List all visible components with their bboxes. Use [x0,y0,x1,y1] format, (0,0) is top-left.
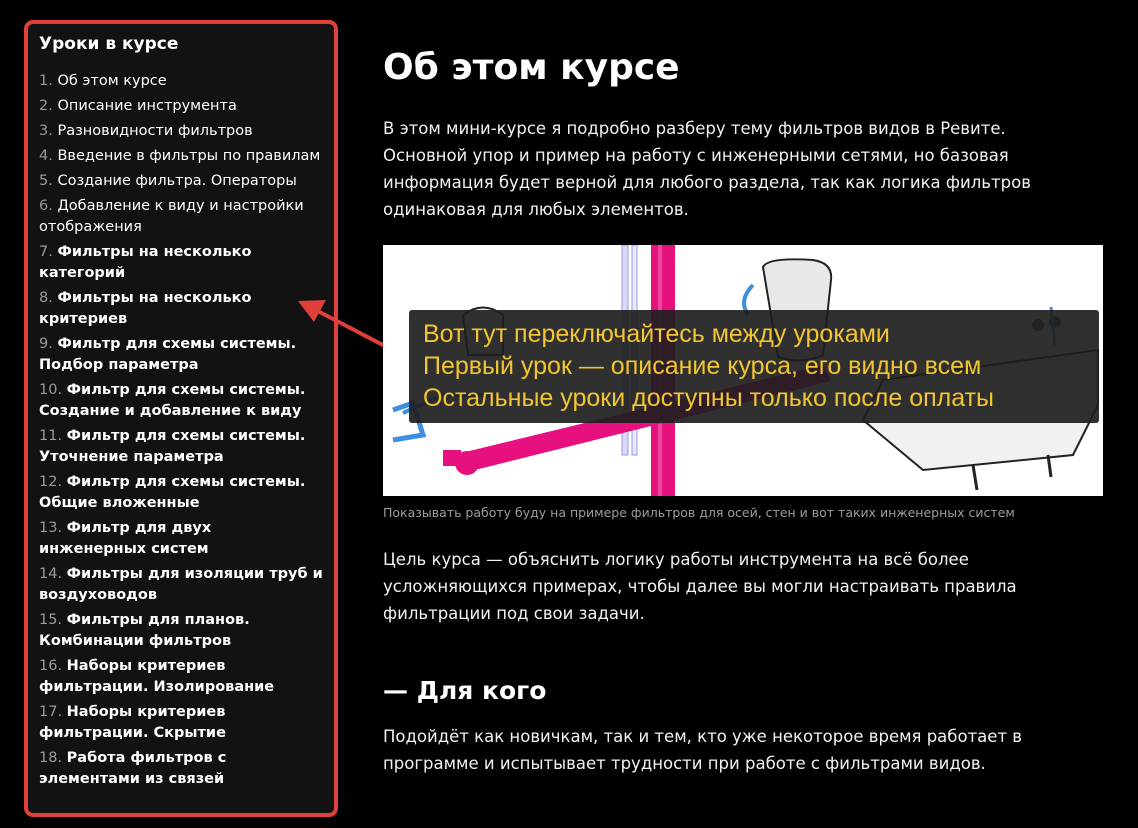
lesson-number: 10. [39,382,63,398]
lesson-number: 14. [39,566,63,582]
goal-paragraph: Цель курса — объяснить логику работы инструмента на всё более усложняющихся примерах, чтобы далее вы могли настраивать правила фильтрации под свои задачи. [383,550,1017,623]
lesson-title: Добавление к виду и настройки отображения [39,198,304,235]
lesson-title: Фильтр для схемы системы. Уточнение параметра [39,428,306,465]
lesson-number: 16. [39,658,63,674]
page-title: Об этом курсе [383,47,680,88]
overlay-line-1: Вот тут переключайтесь между уроками [423,320,890,348]
lesson-item-5[interactable] [39,171,323,192]
figure-caption: Показывать работу буду на примере фильтров для осей, стен и вот таких инженерных систем [383,505,1015,520]
lesson-number: 3. [39,123,53,139]
lesson-title: Фильтры для планов. Комбинации фильтров [39,612,250,649]
lesson-item-15[interactable] [39,610,323,652]
lesson-title: Наборы критериев фильтрации. Скрытие [39,704,226,741]
lesson-item-14[interactable] [39,564,323,606]
lesson-item-16[interactable] [39,656,323,698]
lesson-item-2[interactable] [39,96,323,117]
section-heading-audience: — Для кого [383,676,547,705]
lesson-title: Об этом курсе [57,73,167,89]
lesson-number: 9. [39,336,53,352]
lesson-item-10[interactable] [39,380,323,422]
lesson-title: Фильтр для двух инженерных систем [39,520,212,557]
lesson-title: Фильтры для изоляции труб и воздуховодов [39,566,323,603]
lesson-number: 11. [39,428,63,444]
lesson-title: Фильтр для схемы системы. Создание и добавление к виду [39,382,306,419]
lesson-item-3[interactable] [39,121,323,142]
lesson-title: Разновидности фильтров [57,123,253,139]
lesson-list [39,71,323,790]
lesson-number: 13. [39,520,63,536]
lesson-item-12[interactable] [39,472,323,514]
lesson-number: 17. [39,704,63,720]
lesson-title: Фильтры на несколько критериев [39,290,252,327]
lesson-title: Фильтр для схемы системы. Подбор параметра [39,336,297,373]
lesson-item-1[interactable] [39,71,323,92]
lesson-item-17[interactable] [39,702,323,744]
lesson-item-6[interactable] [39,196,323,238]
lesson-item-18[interactable] [39,748,323,790]
lesson-number: 1. [39,73,53,89]
lesson-title: Наборы критериев фильтрации. Изолирование [39,658,275,695]
lesson-number: 15. [39,612,63,628]
lesson-title: Фильтр для схемы системы. Общие вложенные [39,474,306,511]
overlay-line-3: Остальные уроки доступны только после оплаты [423,384,994,412]
audience-paragraph: Подойдёт как новичкам, так и тем, кто уже некоторое время работает в программе и испытывает трудности при работе с фильтрами видов. [383,727,1023,773]
lesson-title: Описание инструмента [57,98,237,114]
lesson-title: Введение в фильтры по правилам [57,148,321,164]
lesson-item-7[interactable] [39,242,323,284]
lesson-number: 18. [39,750,63,766]
overlay-line-2: Первый урок — описание курса, его видно всем [423,352,982,380]
lesson-number: 12. [39,474,63,490]
lesson-item-8[interactable] [39,288,323,330]
lesson-number: 7. [39,244,53,260]
annotation-overlay [409,310,1099,423]
lesson-item-4[interactable] [39,146,323,167]
intro-paragraph: В этом мини-курсе я подробно разберу тему фильтров видов в Ревите. Основной упор и пример на работу с инженерными сетями, но базовая информация будет верной для любого раздела, так как логика фильтров одинаковая для любых элементов. [383,119,1031,219]
lesson-title: Создание фильтра. Операторы [57,173,297,189]
lessons-sidebar [24,20,338,817]
lesson-item-13[interactable] [39,518,323,560]
lesson-number: 4. [39,148,53,164]
lesson-item-9[interactable] [39,334,323,376]
lesson-title: Работа фильтров с элементами из связей [39,750,227,787]
course-illustration [383,245,1103,496]
lesson-number: 6. [39,198,53,214]
sidebar-title: Уроки в курсе [39,34,179,54]
lesson-item-11[interactable] [39,426,323,468]
lesson-title: Фильтры на несколько категорий [39,244,252,281]
lesson-number: 8. [39,290,53,306]
lesson-number: 2. [39,98,53,114]
lesson-number: 5. [39,173,53,189]
